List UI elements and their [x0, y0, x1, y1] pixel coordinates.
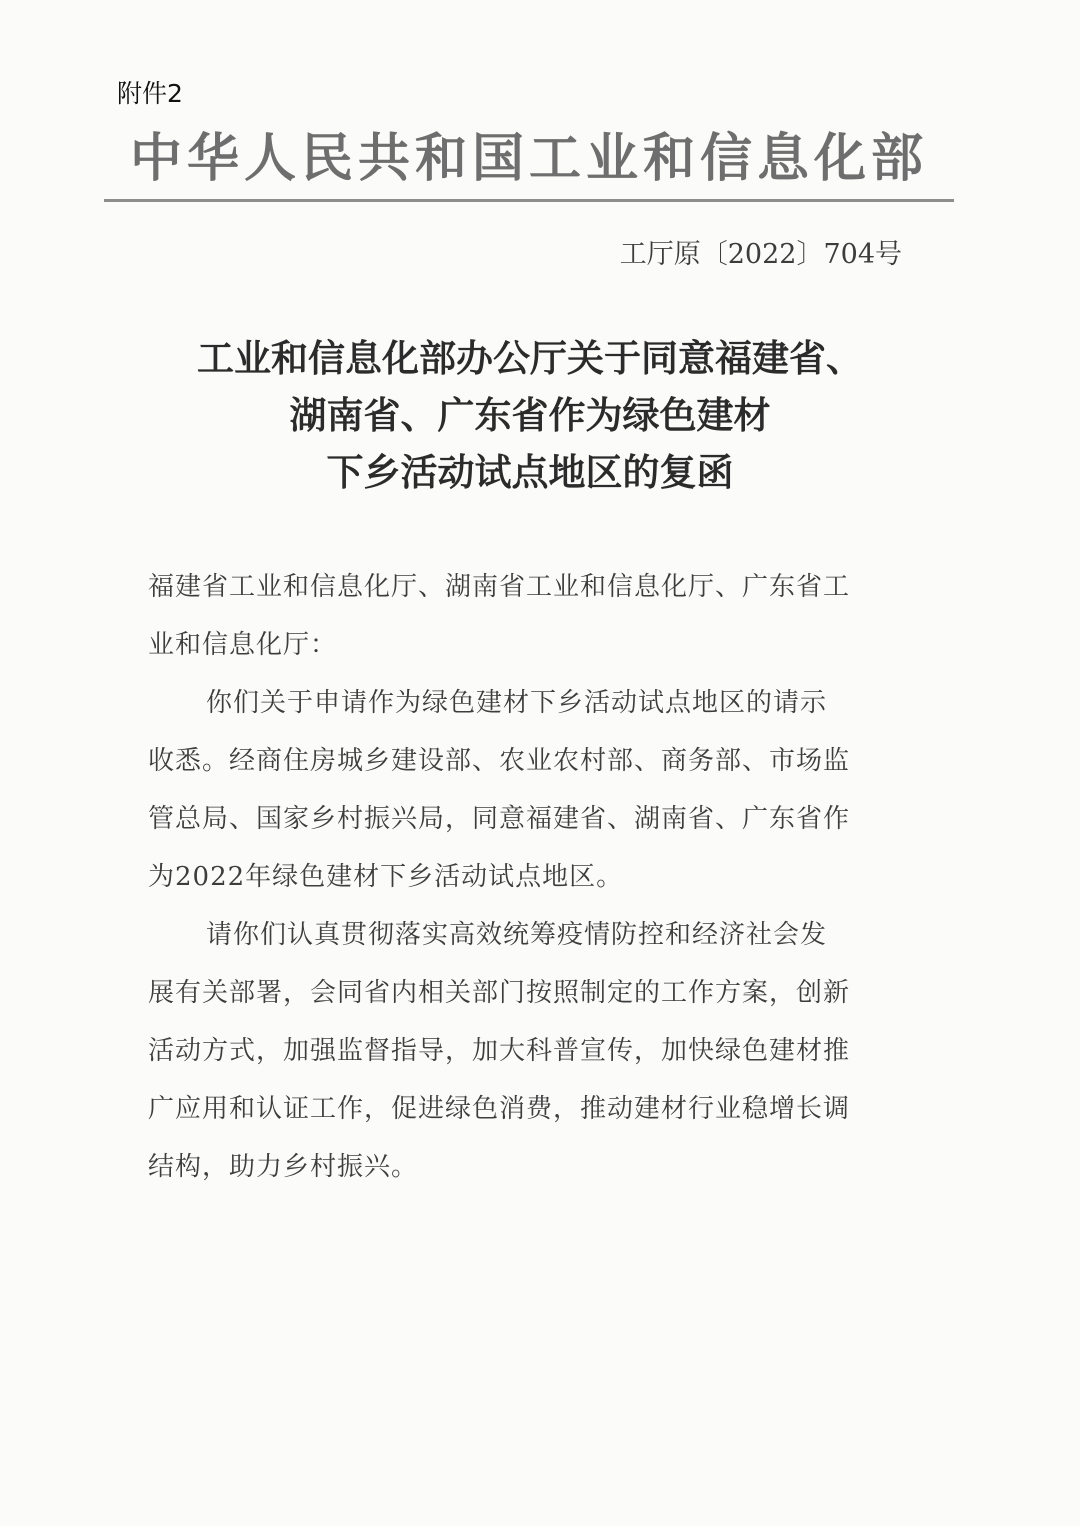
addressee-line: 业和信息化厅： [148, 630, 338, 660]
attachment-label: 附件2 [117, 79, 183, 108]
body-line: 你们关于申请作为绿色建材下乡活动试点地区的请示 [206, 688, 828, 718]
body-line: 活动方式，加强监督指导，加大科普宣传，加快绿色建材推 [148, 1036, 851, 1066]
body-line: 广应用和认证工作，促进绿色消费，推动建材行业稳增长调 [148, 1094, 851, 1124]
title-line: 湖南省、广东省作为绿色建材 [289, 393, 771, 437]
body-line: 请你们认真贯彻落实高效统筹疫情防控和经济社会发 [206, 920, 828, 950]
body-line: 管总局、国家乡村振兴局，同意福建省、湖南省、广东省作 [148, 804, 851, 834]
issuer-letterhead: 中华人民共和国工业和信息化部 [129, 129, 928, 189]
document-title [100, 330, 960, 501]
body-line: 展有关部署，会同省内相关部门按照制定的工作方案，创新 [148, 978, 851, 1008]
addressee-line: 福建省工业和信息化厅、湖南省工业和信息化厅、广东省工 [148, 572, 851, 602]
body-line: 结构，助力乡村振兴。 [148, 1152, 419, 1182]
body-line: 为2022年绿色建材下乡活动试点地区。 [148, 862, 624, 892]
document-number: 工厅原〔2022〕704号 [619, 239, 902, 270]
title-line: 下乡活动试点地区的复函 [326, 450, 734, 494]
body-line: 收悉。经商住房城乡建设部、农业农村部、商务部、市场监 [148, 746, 851, 776]
letter-body [148, 558, 908, 1196]
letterhead-rule [104, 199, 954, 202]
title-line: 工业和信息化部办公厅关于同意福建省、 [197, 336, 863, 380]
